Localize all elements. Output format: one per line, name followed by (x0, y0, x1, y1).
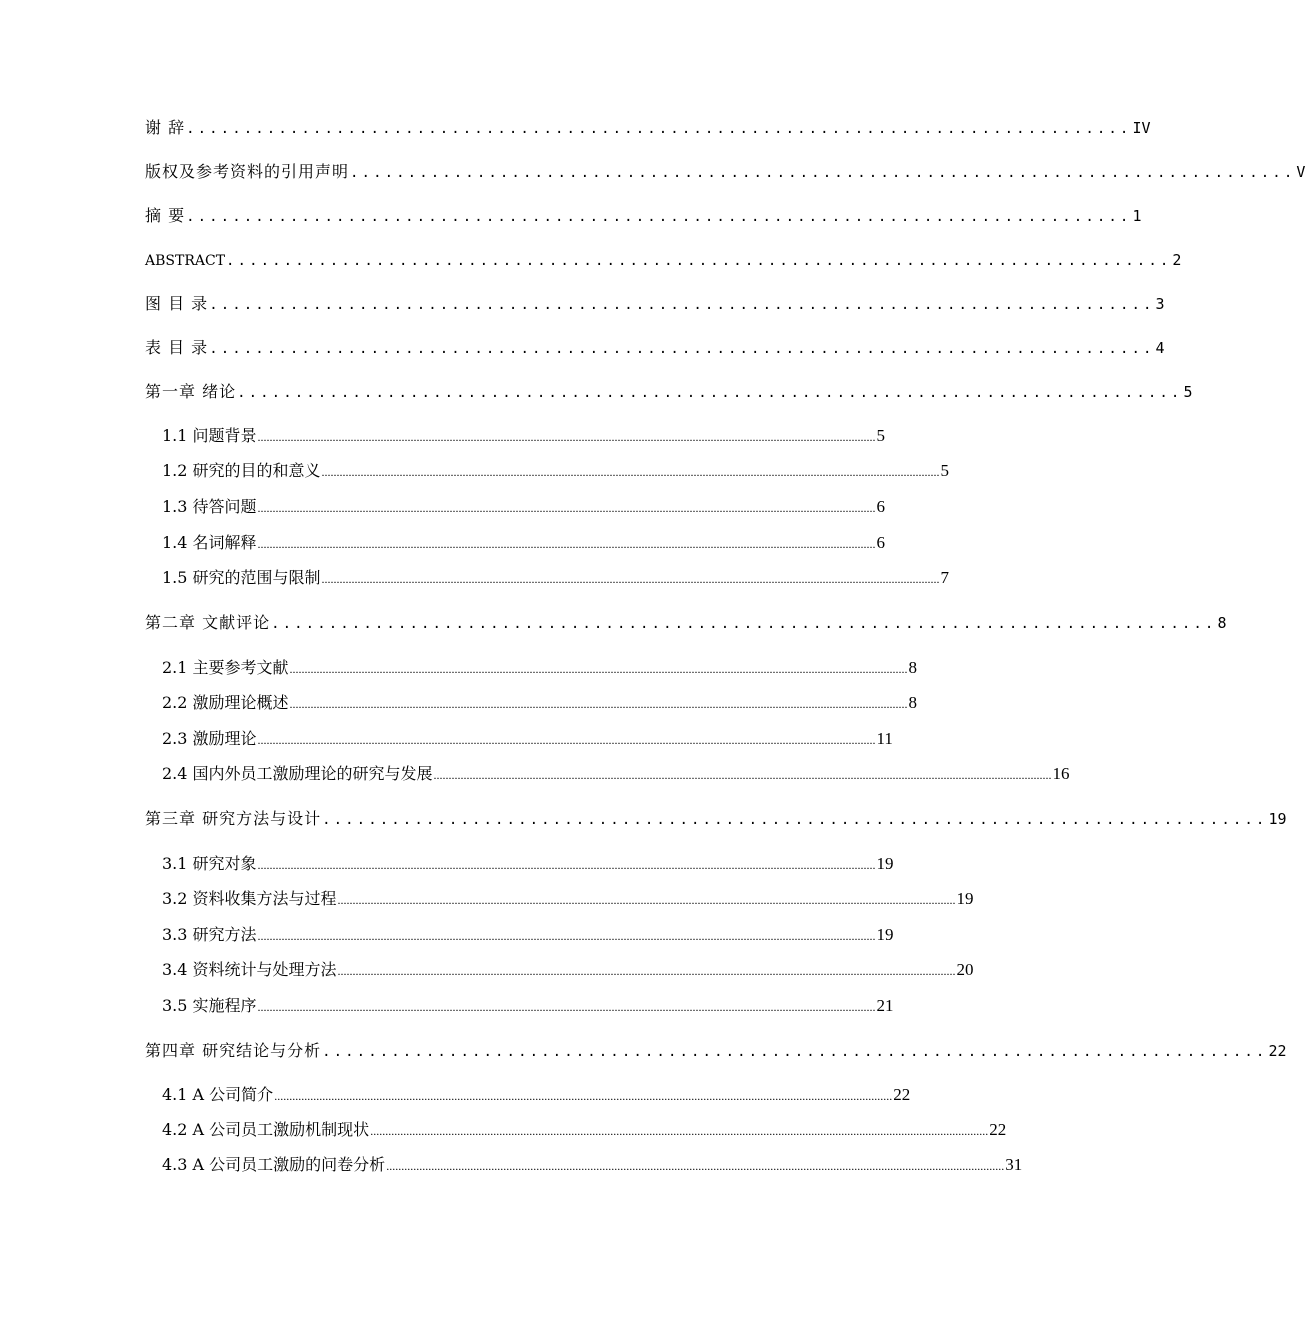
toc-entry-section-2-4[interactable] (162, 761, 1070, 787)
toc-entry-page: 22 (893, 1085, 911, 1104)
toc-entry-page: 1 (1132, 207, 1142, 225)
toc-leader-dots: .................................................................................. (209, 341, 1155, 357)
toc-leader-dots: .................................................................................. (226, 253, 1172, 269)
toc-leader-dots: .............................................................................................................................................................................................................. (386, 1159, 1005, 1173)
toc-entry-section-2-3[interactable] (162, 726, 893, 752)
toc-leader-dots: .............................................................................................................................................................................................................. (257, 858, 876, 872)
toc-leader-dots: .............................................................................................................................................................................................................. (257, 733, 876, 747)
toc-entry-acknowledgements[interactable] (145, 115, 1151, 141)
toc-entry-page: 6 (876, 497, 886, 516)
toc-entry-title: 2.2 激励理论概述 (162, 693, 289, 712)
toc-entry-page: 11 (876, 729, 893, 748)
toc-entry-abstract-en[interactable] (145, 247, 1182, 273)
toc-entry-title: 1.3 待答问题 (162, 497, 257, 516)
toc-entry-chapter-3[interactable] (145, 806, 1287, 832)
toc-leader-dots: .............................................................................................................................................................................................................. (257, 1000, 876, 1014)
toc-leader-dots: .................................................................................. (322, 1044, 1268, 1060)
toc-entry-page: 4 (1155, 339, 1165, 357)
toc-entry-page: 19 (956, 889, 974, 908)
toc-entry-title: 第四章 研究结论与分析 (145, 1041, 322, 1060)
toc-entry-chapter-4[interactable] (145, 1038, 1287, 1064)
toc-entry-section-4-1[interactable] (162, 1082, 911, 1108)
toc-entry-title: 版权及参考资料的引用声明 (145, 162, 350, 181)
toc-entry-page: 8 (908, 693, 918, 712)
toc-entry-title: 3.3 研究方法 (162, 925, 257, 944)
toc-entry-section-2-1[interactable] (162, 655, 918, 681)
toc-entry-section-4-2[interactable] (162, 1117, 1007, 1143)
toc-entry-list-of-tables[interactable] (145, 335, 1165, 361)
toc-entry-title: 2.4 国内外员工激励理论的研究与发展 (162, 764, 433, 783)
toc-leader-dots: .............................................................................................................................................................................................................. (370, 1124, 989, 1138)
toc-entry-section-4-3[interactable] (162, 1152, 1023, 1178)
toc-entry-page: 2 (1172, 251, 1182, 269)
toc-leader-dots: .................................................................................. (186, 121, 1132, 137)
toc-entry-page: 16 (1052, 764, 1070, 783)
toc-entry-title: 3.4 资料统计与处理方法 (162, 960, 337, 979)
toc-entry-page: 19 (1268, 810, 1287, 828)
toc-leader-dots: .............................................................................................................................................................................................................. (257, 430, 876, 444)
toc-entry-section-3-3[interactable] (162, 922, 894, 948)
toc-entry-title: 3.1 研究对象 (162, 854, 257, 873)
toc-entry-page: 5 (940, 461, 950, 480)
toc-entry-title: 图 目 录 (145, 294, 209, 313)
toc-entry-chapter-2[interactable] (145, 610, 1227, 636)
toc-leader-dots: .................................................................................. (209, 297, 1155, 313)
toc-leader-dots: .............................................................................................................................................................................................................. (321, 572, 940, 586)
toc-entry-title: 1.1 问题背景 (162, 426, 257, 445)
toc-entry-page: 5 (876, 426, 886, 445)
toc-entry-title: 1.2 研究的目的和意义 (162, 461, 321, 480)
toc-entry-page: 5 (1183, 383, 1193, 401)
toc-entry-title: 4.3 A 公司员工激励的问卷分析 (162, 1155, 386, 1174)
toc-entry-title: 3.2 资料收集方法与过程 (162, 889, 337, 908)
toc-entry-title: 1.5 研究的范围与限制 (162, 568, 321, 587)
toc-leader-dots: .............................................................................................................................................................................................................. (257, 929, 876, 943)
toc-leader-dots: .................................................................................. (237, 385, 1183, 401)
toc-entry-page: 6 (876, 533, 886, 552)
toc-leader-dots: .............................................................................................................................................................................................................. (289, 697, 908, 711)
toc-entry-page: 22 (989, 1120, 1007, 1139)
toc-entry-list-of-figures[interactable] (145, 291, 1165, 317)
toc-entry-section-1-3[interactable] (162, 494, 886, 520)
toc-entry-section-1-5[interactable] (162, 565, 950, 591)
toc-leader-dots: .................................................................................. (271, 616, 1217, 632)
toc-entry-page: IV (1132, 119, 1151, 137)
toc-leader-dots: .............................................................................................................................................................................................................. (337, 964, 956, 978)
toc-entry-page: 8 (1217, 614, 1227, 632)
toc-entry-title: 表 目 录 (145, 338, 209, 357)
toc-entry-title: 谢 辞 (145, 118, 186, 137)
toc-leader-dots: .............................................................................................................................................................................................................. (257, 537, 876, 551)
toc-leader-dots: .............................................................................................................................................................................................................. (289, 662, 908, 676)
toc-leader-dots: .................................................................................. (322, 812, 1268, 828)
toc-entry-section-1-1[interactable] (162, 423, 886, 449)
toc-entry-page: 8 (908, 658, 918, 677)
toc-entry-section-1-2[interactable] (162, 458, 950, 484)
toc-entry-page: 21 (876, 996, 894, 1015)
toc-entry-section-3-5[interactable] (162, 993, 894, 1019)
toc-entry-title: 2.1 主要参考文献 (162, 658, 289, 677)
toc-entry-page: 3 (1155, 295, 1165, 313)
toc-entry-title: 2.3 激励理论 (162, 729, 257, 748)
toc-entry-chapter-1[interactable] (145, 379, 1193, 405)
toc-leader-dots: .............................................................................................................................................................................................................. (337, 893, 956, 907)
toc-entry-page: V (1296, 163, 1305, 181)
toc-entry-title: 4.1 A 公司简介 (162, 1085, 274, 1104)
toc-entry-title: 摘 要 (145, 206, 186, 225)
toc-entry-section-3-4[interactable] (162, 957, 974, 983)
toc-entry-page: 7 (940, 568, 950, 587)
toc-leader-dots: .............................................................................................................................................................................................................. (321, 465, 940, 479)
toc-leader-dots: .............................................................................................................................................................................................................. (257, 501, 876, 515)
toc-entry-section-2-2[interactable] (162, 690, 918, 716)
toc-entry-title: 3.5 实施程序 (162, 996, 257, 1015)
toc-entry-section-3-2[interactable] (162, 886, 974, 912)
toc-entry-title: 第一章 绪论 (145, 382, 237, 401)
toc-entry-title: 第三章 研究方法与设计 (145, 809, 322, 828)
toc-entry-copyright-statement[interactable] (145, 159, 1305, 185)
toc-entry-title: ABSTRACT (145, 253, 226, 269)
toc-entry-page: 31 (1005, 1155, 1023, 1174)
toc-entry-abstract-cn[interactable] (145, 203, 1142, 229)
toc-entry-page: 19 (876, 925, 894, 944)
toc-entry-title: 1.4 名词解释 (162, 533, 257, 552)
toc-leader-dots: .................................................................................. (186, 209, 1132, 225)
toc-entry-title: 4.2 A 公司员工激励机制现状 (162, 1120, 370, 1139)
toc-entry-page: 20 (956, 960, 974, 979)
toc-leader-dots: .............................................................................................................................................................................................................. (433, 768, 1052, 782)
toc-entry-page: 22 (1268, 1042, 1287, 1060)
toc-entry-page: 19 (876, 854, 894, 873)
toc-entry-title: 第二章 文献评论 (145, 613, 271, 632)
toc-leader-dots: .................................................................................. (350, 165, 1296, 181)
toc-entry-section-1-4[interactable] (162, 530, 886, 556)
toc-leader-dots: .............................................................................................................................................................................................................. (274, 1089, 893, 1103)
toc-entry-section-3-1[interactable] (162, 851, 894, 877)
